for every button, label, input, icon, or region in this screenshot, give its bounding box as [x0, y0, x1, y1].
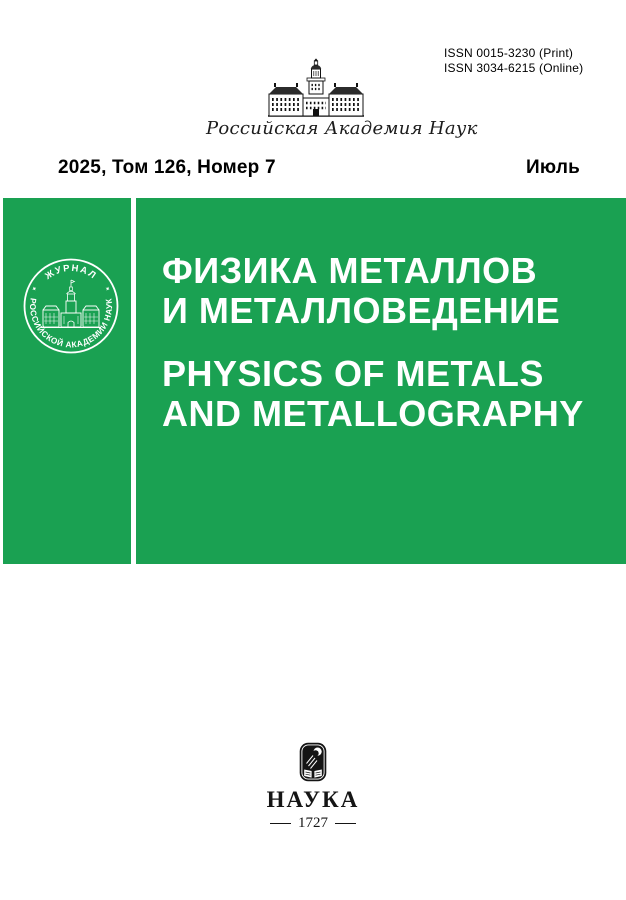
seal-top-text: ЖУРНАЛ — [42, 261, 100, 282]
issn-online: ISSN 3034-6215 (Online) — [444, 61, 584, 75]
academy-header — [206, 58, 478, 139]
academy-script-title: Российская Академия Наук — [206, 118, 478, 139]
cover-panel — [3, 198, 626, 564]
cover-title-area — [136, 198, 626, 564]
issue-row — [58, 157, 580, 179]
ras-journal-seal-icon — [21, 256, 121, 356]
nauka-logo-icon — [299, 742, 327, 782]
academy-building-engraving-icon — [266, 58, 366, 118]
publisher-founded-row — [0, 815, 626, 832]
issue-month: Июль — [526, 157, 580, 178]
seal-building-icon — [41, 280, 101, 328]
year-dash-left — [270, 823, 291, 824]
issue-info: 2025, Том 126, Номер 7 — [58, 157, 276, 178]
issn-block — [444, 46, 583, 76]
founded-year: 1727 — [298, 815, 328, 831]
issn-print: ISSN 0015-3230 (Print) — [444, 46, 574, 60]
year-dash-right — [335, 823, 356, 824]
seal-star-right-icon: ✦ — [103, 285, 112, 294]
journal-title-english: PHYSICS OF METALS AND METALLOGRAPHY — [162, 353, 584, 434]
cover-left-column — [3, 198, 131, 564]
publisher-block — [0, 742, 626, 832]
publisher-name: НАУКА — [266, 787, 360, 812]
seal-bottom-text: РОССИЙСКОЙ АКАДЕМИИ НАУК — [27, 297, 115, 350]
journal-title-russian: ФИЗИКА МЕТАЛЛОВ И МЕТАЛЛОВЕДЕНИЕ — [162, 250, 561, 331]
seal-star-left-icon: ✦ — [30, 285, 39, 294]
